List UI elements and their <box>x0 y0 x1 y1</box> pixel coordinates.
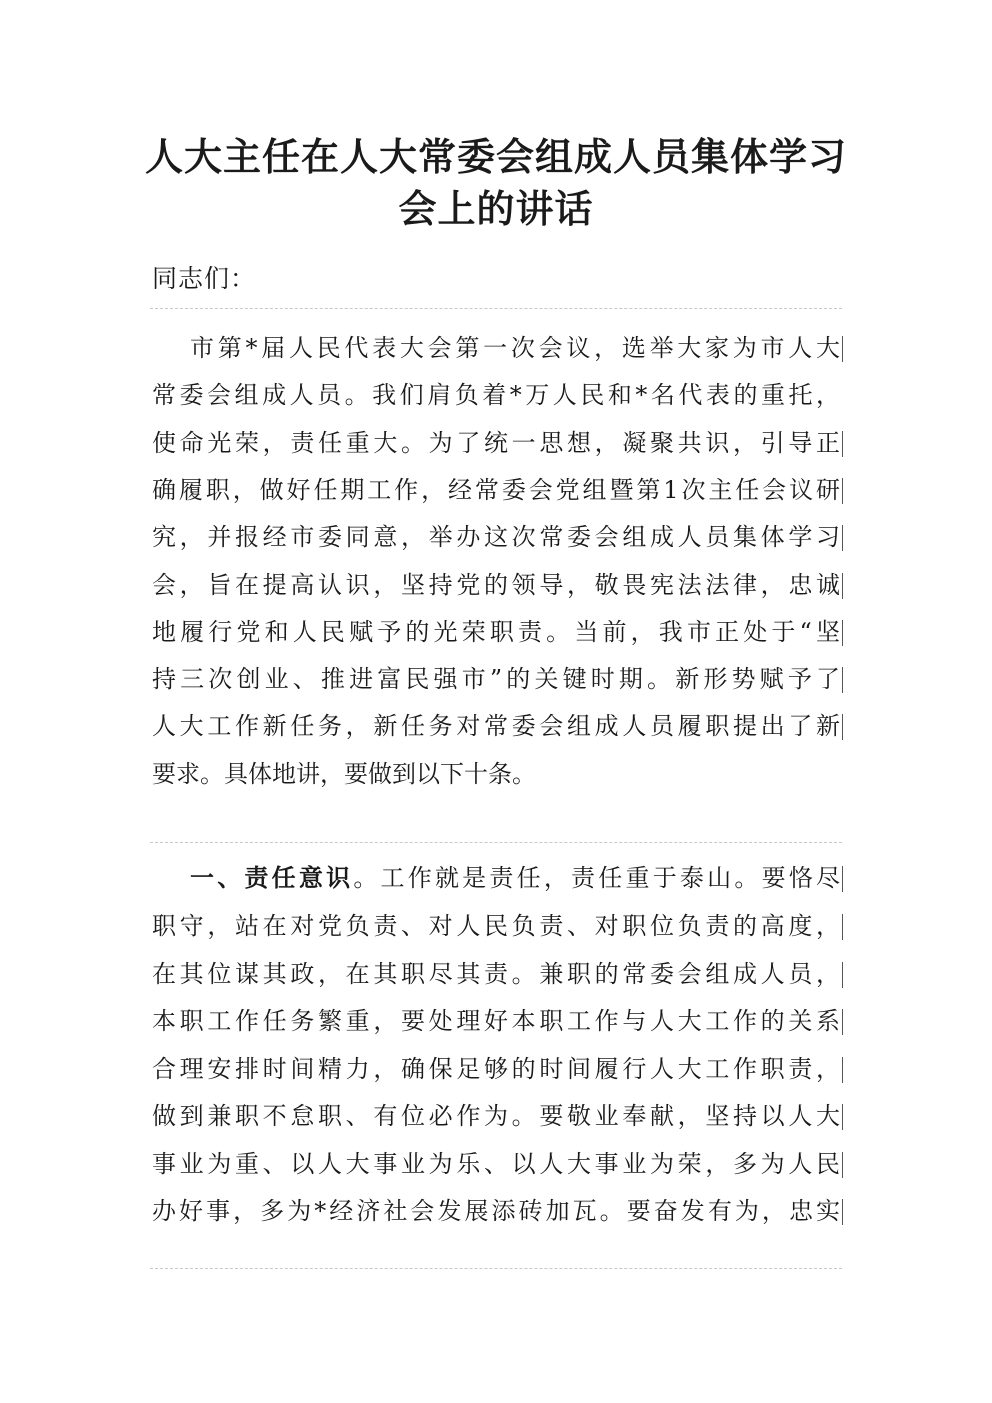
paragraph-1-line: 究，并报经市委同意，举办这次常委会组成人员集体学习 <box>152 523 840 551</box>
document-title-line-2: 会上的讲话 <box>398 187 594 231</box>
text-edge-marker <box>842 714 843 740</box>
paragraph-2-line: 职守，站在对党负责、对人民负责、对职位负责的高度， <box>152 912 840 940</box>
paragraph-1-line: 会，旨在提高认识，坚持党的领导，敬畏宪法法律，忠诚 <box>152 571 840 599</box>
text-edge-marker <box>842 667 843 693</box>
text-edge-marker <box>842 962 843 988</box>
paragraph-1-line: 持三次创业、推进富民强市”的关键时期。新形势赋予了 <box>152 665 840 693</box>
text-edge-marker <box>842 336 843 362</box>
paragraph-1-line: 确履职，做好任期工作，经常委会党组暨第1次主任会议研 <box>152 476 840 504</box>
paragraph-1-line: 要求。具体地讲，要做到以下十条。 <box>152 760 536 788</box>
text-edge-marker <box>842 866 843 892</box>
paragraph-divider <box>150 842 842 843</box>
paragraph-2-line: 办好事，多为*经济社会发展添砖加瓦。要奋发有为，忠实 <box>152 1197 840 1225</box>
text-edge-marker <box>842 431 843 457</box>
document-title-line-1: 人大主任在人大常委会组成人员集体学习 <box>144 135 847 179</box>
text-edge-marker <box>842 525 843 551</box>
paragraph-1-line: 人大工作新任务，新任务对常委会组成人员履职提出了新 <box>152 712 840 740</box>
paragraph-1-line: 地履行党和人民赋予的光荣职责。当前，我市正处于“坚 <box>152 618 840 646</box>
section-heading: 一、责任意识 <box>190 864 354 892</box>
text-edge-marker <box>842 620 843 646</box>
paragraph-2-line: 本职工作任务繁重，要处理好本职工作与人大工作的关系 <box>152 1007 840 1035</box>
paragraph-1-line: 市第*届人民代表大会第一次会议，选举大家为市人大 <box>190 334 840 362</box>
text-edge-marker <box>842 1057 843 1083</box>
paragraph-1-line: 常委会组成人员。我们肩负着*万人民和*名代表的重托， <box>152 381 840 409</box>
text-edge-marker <box>842 914 843 940</box>
text-edge-marker <box>842 1104 843 1130</box>
section-heading-rest: 。工作就是责任，责任重于泰山。要恪尽 <box>353 864 841 892</box>
paragraph-1-line: 使命光荣，责任重大。为了统一思想，凝聚共识，引导正 <box>152 429 840 457</box>
paragraph-2-line: 在其位谋其政，在其职尽其责。兼职的常委会组成人员， <box>152 960 840 988</box>
paragraph-2-line: 事业为重、以人大事业为乐、以人大事业为荣，多为人民 <box>152 1150 840 1178</box>
paragraph-2-line: 合理安排时间精力，确保足够的时间履行人大工作职责， <box>152 1055 840 1083</box>
paragraph-divider <box>150 308 842 309</box>
salutation: 同志们： <box>152 264 257 293</box>
text-edge-marker <box>842 573 843 599</box>
text-edge-marker <box>842 1199 843 1225</box>
paragraph-2-line: 做到兼职不怠职、有位必作为。要敬业奉献，坚持以人大 <box>152 1102 840 1130</box>
text-edge-marker <box>842 1152 843 1178</box>
paragraph-divider <box>150 1268 842 1269</box>
paragraph-2-line <box>190 866 840 890</box>
text-edge-marker <box>842 1009 843 1035</box>
text-edge-marker <box>842 478 843 504</box>
